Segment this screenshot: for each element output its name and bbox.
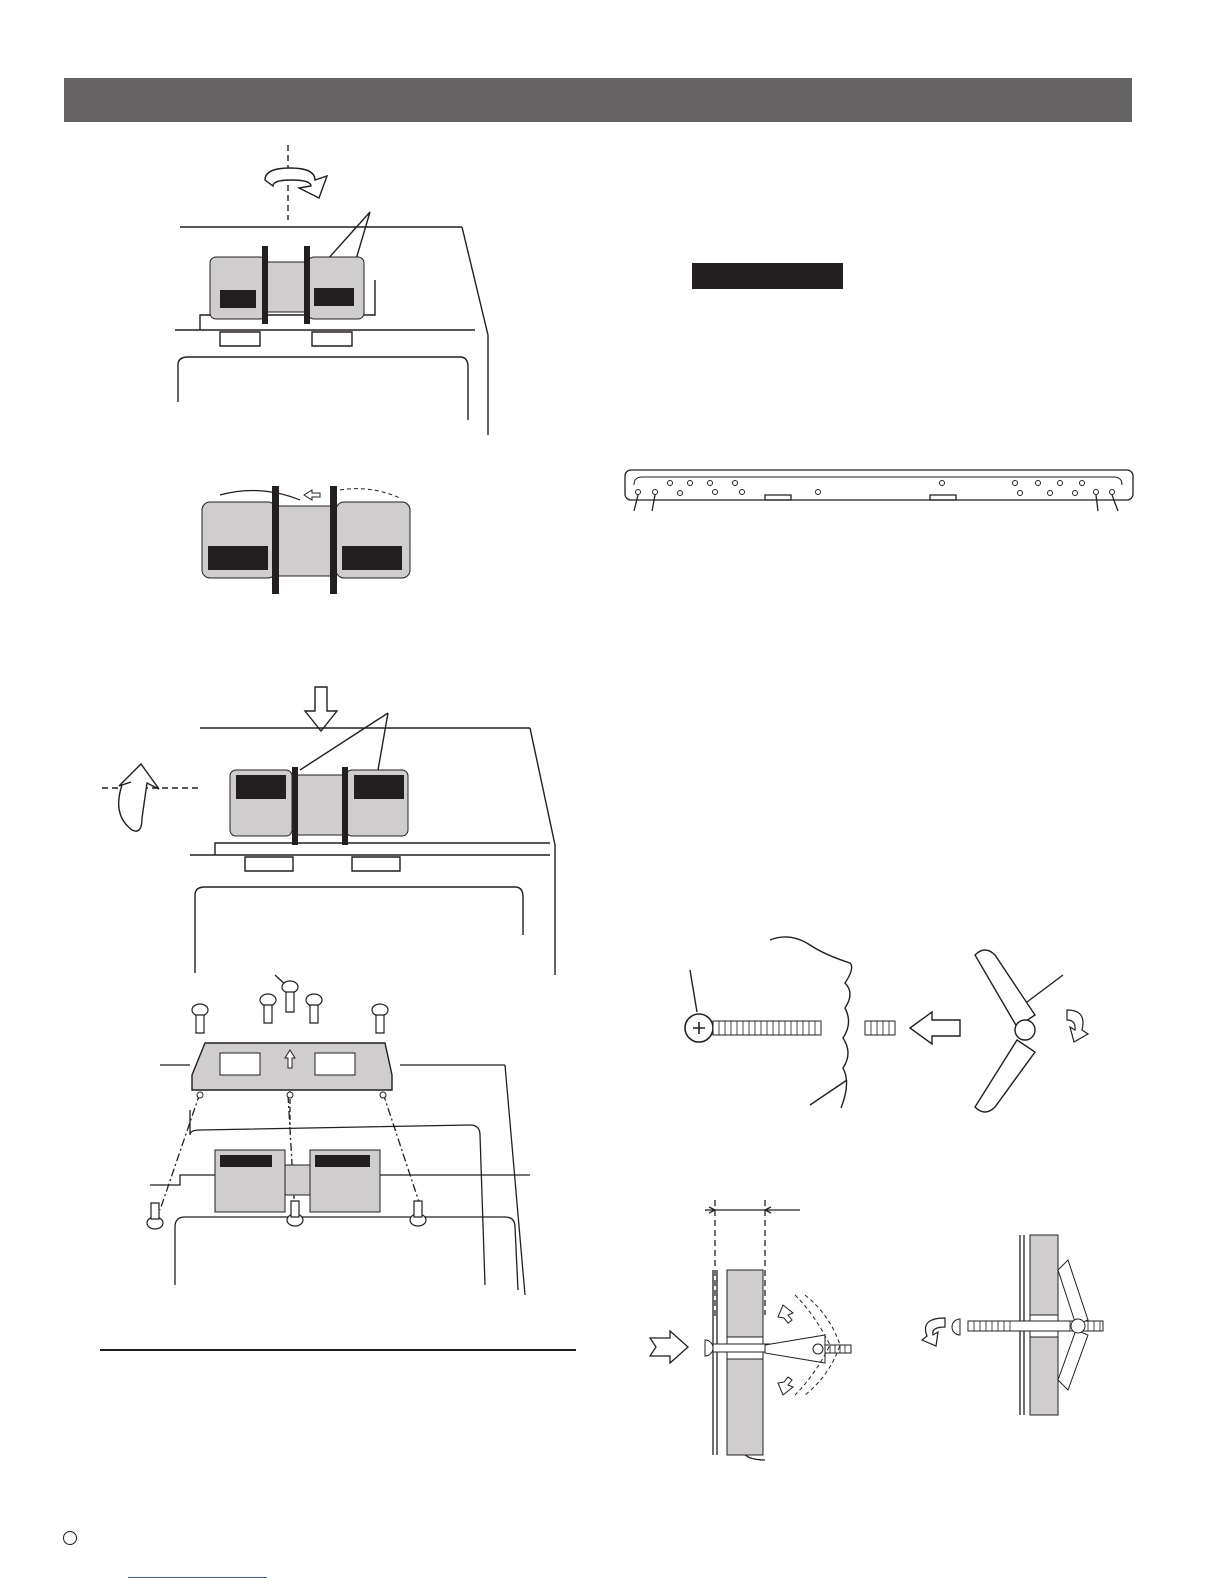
fig-unplug-wire <box>200 480 420 600</box>
fig-mounting-plate-strip <box>620 465 1140 515</box>
blower-motor-icon <box>230 767 408 845</box>
fig-mounting-plate-screws <box>140 975 540 1300</box>
page-marker-icon <box>63 1531 77 1545</box>
rotate-arrow-icon <box>1067 1010 1088 1042</box>
rotate-arrow-icon <box>922 1318 945 1346</box>
fig-rotate-blower <box>170 140 500 440</box>
left-arrow-icon <box>910 1012 960 1044</box>
toggle-bolt-icon <box>685 950 1088 1112</box>
fig-reinstall-blower <box>100 685 560 980</box>
fig-toggle-tighten <box>910 1230 1110 1420</box>
expand-arrow-icon <box>778 1377 793 1395</box>
wire-connector-icon <box>202 486 410 594</box>
wall-section-icon <box>727 1270 763 1455</box>
toggle-bolt-icon <box>922 1260 1103 1390</box>
rotate-arrow-icon <box>119 764 159 831</box>
footnote-divider <box>100 1349 576 1351</box>
down-arrow-icon <box>305 687 337 731</box>
mounting-plate-icon <box>192 1043 392 1098</box>
rotate-arrow-icon <box>265 168 327 198</box>
fig-toggle-insert <box>645 1195 865 1465</box>
blower-motor-icon <box>210 246 364 324</box>
mounting-hole-icon <box>636 481 1115 496</box>
fig-toggle-bolt-parts <box>675 930 1105 1120</box>
expand-arrow-icon <box>778 1305 793 1323</box>
right-arrow-icon <box>650 1331 688 1363</box>
caution-label-block <box>692 263 843 289</box>
footer-link-underline[interactable] <box>128 1577 267 1578</box>
section-header-bar <box>64 78 1132 122</box>
